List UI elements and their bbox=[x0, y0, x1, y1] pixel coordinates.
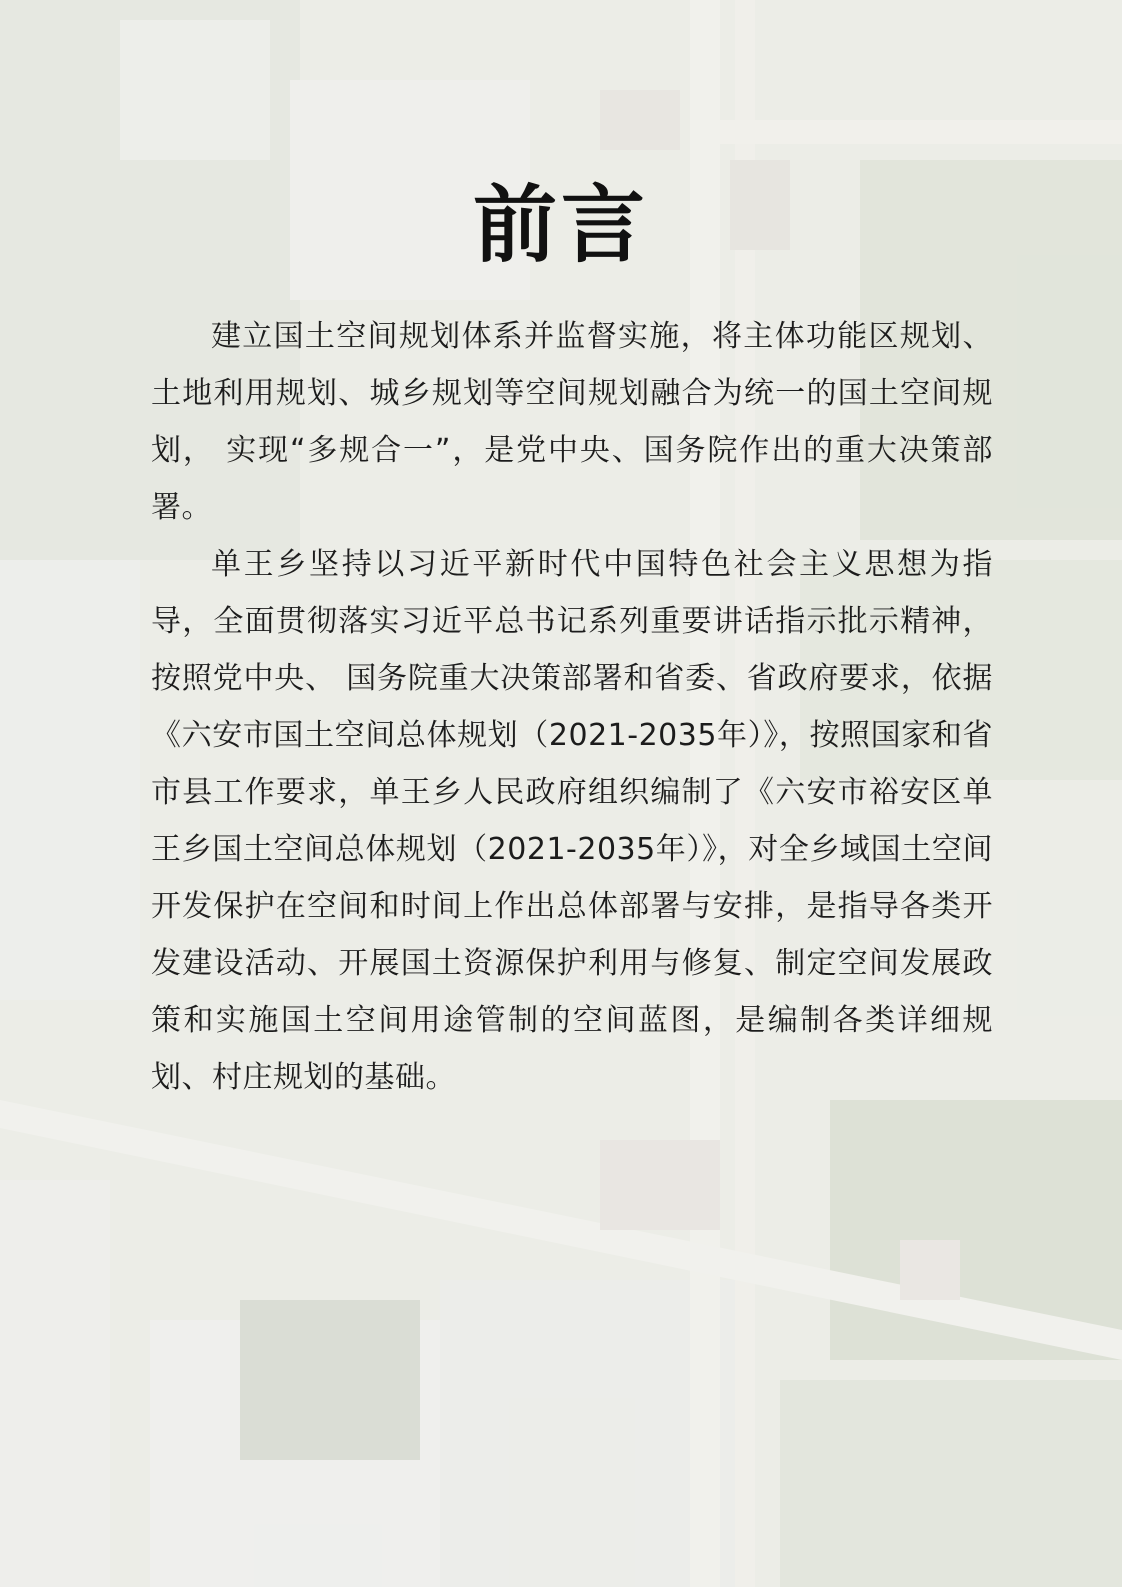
page-title: 前言 bbox=[472, 176, 649, 274]
preface-body bbox=[151, 308, 993, 1106]
paragraph-1: 建立国土空间规划体系并监督实施，将主体功能区规划、土地利用规划、城乡规划等空间规划融合为统一的国土空间规划， 实现“多规合一”，是党中央、国务院作出的重大决策部署。 bbox=[151, 319, 993, 525]
paragraph-2: 单王乡坚持以习近平新时代中国特色社会主义思想为指导，全面贯彻落实习近平总书记系列重要讲话指示批示精神，按照党中央、 国务院重大决策部署和省委、省政府要求，依据《六安市国土空间总体规划（2021-2035年）》，按照国家和省市县工作要求，单王乡人民政府组织编制了《六安市裕安区单王乡国土空间总体规划（2021-2035年）》，对全乡域国土空间开发保护在空间和时间上作出总体部署与安排，是指导各类开发建设活动、开展国土资源保护利用与修复、制定空间发展政策和实施国土空间用途管制的空间蓝图，是编制各类详细规划、村庄规划的基础。 bbox=[151, 547, 993, 1095]
